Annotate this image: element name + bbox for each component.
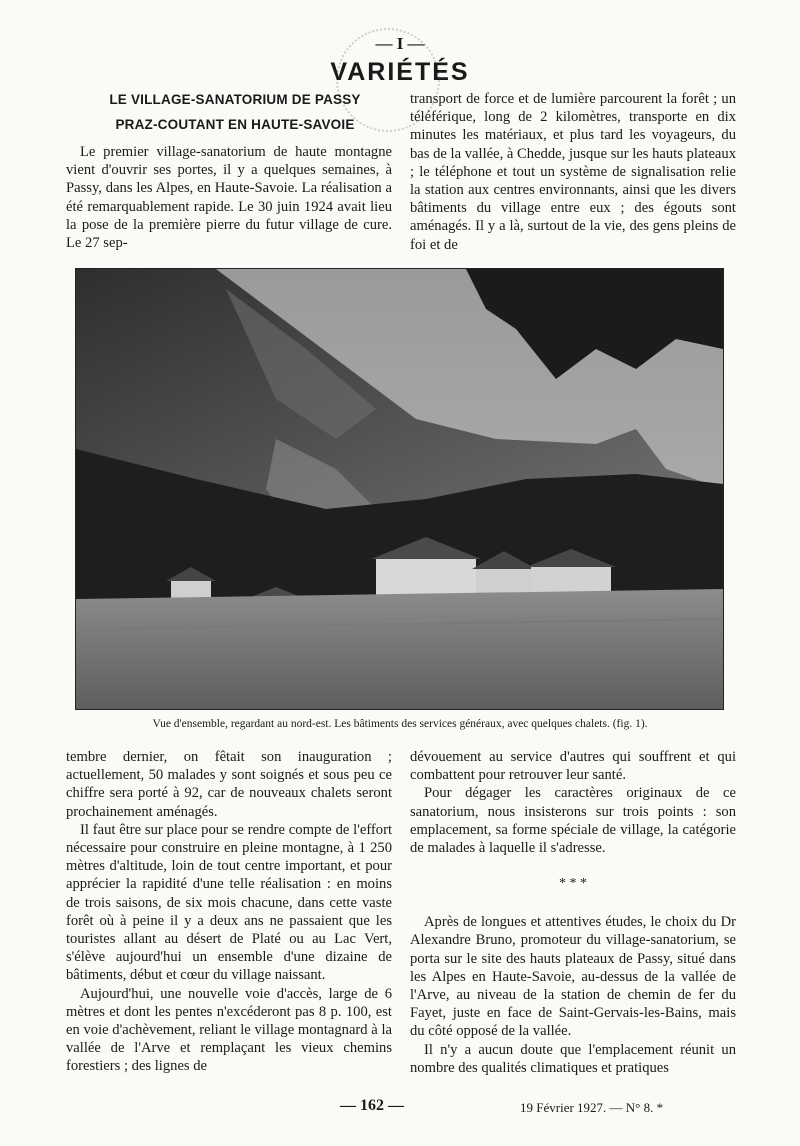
column-bottom-left: [66, 748, 392, 1076]
article-title-line1: LE VILLAGE-SANATORIUM DE PASSY: [109, 92, 361, 107]
column-top-right: [410, 90, 736, 254]
footer-page-number: — 162 —: [340, 1097, 404, 1114]
paragraph: tembre dernier, on fêtait son inauguration ; actuellement, 50 malades y sont soignés et sous peu ce chiffre sera porté à 92, car de nouveaux chalets seront prochainement aménagés.: [66, 749, 392, 820]
section-title: VARIÉTÉS: [330, 58, 470, 86]
column-top-left: [66, 143, 392, 252]
paragraph: transport de force et de lumière parcourent la forêt ; un téléférique, long de 2 kilomètres, transporte en dix minutes les matériaux, et plus tard les voyageurs, du bas de la vallée, à Chedde, jusque sur les hauts plateaux ; le téléphone et tout un système de signalisation relie la station aux centres environnants, ainsi que les divers bâtiments du village entre eux ; des égouts sont aménagés. Il y a là, surtout de la vie, des gens pleins de foi et de: [410, 91, 736, 253]
figure-caption: Vue d'ensemble, regardant au nord-est. Les bâtiments des services généraux, avec quelques chalets. (fig. 1).: [152, 718, 648, 730]
article-title-line2: PRAZ-COUTANT EN HAUTE-SAVOIE: [115, 117, 355, 132]
paragraph: dévouement au service d'autres qui souffrent et qui combattent pour retrouver leur santé.: [410, 749, 736, 784]
paragraph: Pour dégager les caractères originaux de ce sanatorium, nous insisterons sur trois points : son emplacement, sa forme spéciale de village, la catégorie de malades à laquelle il s'adresse.: [410, 785, 736, 857]
paragraph: Aujourd'hui, une nouvelle voie d'accès, large de 6 mètres et dont les pentes n'excéderont pas 8 p. 100, est en voie d'achèvement, reliant le village montagnard à la vallée de l'Arve et remplaçant les vieux chemins forestiers ; des lignes de: [66, 985, 392, 1075]
figure-photo: [75, 268, 724, 710]
column-bottom-right: [410, 748, 736, 1077]
paragraph: Après de longues et attentives études, le choix du Dr Alexandre Bruno, promoteur du village-sanatorium, se porta sur le site des hauts plateaux de Passy, situé dans les Alpes en Haute-Savoie, au-dessus de la vallée de l'Arve, au niveau de la station de chemin de fer du Fayet, juste en face de Saint-Gervais-les-Bains, mais du côté opposé de la vallée.: [410, 914, 736, 1040]
paragraph: Il n'y a aucun doute que l'emplacement réunit un nombre des qualités climatiques et pratiques: [410, 1041, 736, 1076]
top-page-number: — I —: [375, 34, 425, 53]
asterism-separator: * * *: [559, 876, 587, 892]
footer-date-issue: 19 Février 1927. — N° 8. *: [520, 1100, 664, 1115]
paragraph: Le premier village-sanatorium de haute montagne vient d'ouvrir ses portes, il y a quelques semaines, à Passy, dans les Alpes, en Haute-Savoie. La réalisation a été remarquablement rapide. Le 30 juin 1924 avait lieu la pose de la première pierre du futur village de cure. Le 27 sep-: [66, 144, 392, 252]
photo-illustration: [76, 269, 723, 709]
paragraph: Il faut être sur place pour se rendre compte de l'effort nécessaire pour construire en pleine montagne, à 1 250 mètres d'altitude, loin de tout centre important, et pour apprécier la rapidité d'une telle réalisation : en moins de trois saisons, de six mois chacune, dans cette vaste forêt où à peine il y a deux ans ne passaient que les touristes allant au désert de Platé ou au Lac Vert, s'élève aujourd'hui un ensemble d'une dizaine de bâtiments, début et cœur du village naissant.: [66, 821, 392, 984]
